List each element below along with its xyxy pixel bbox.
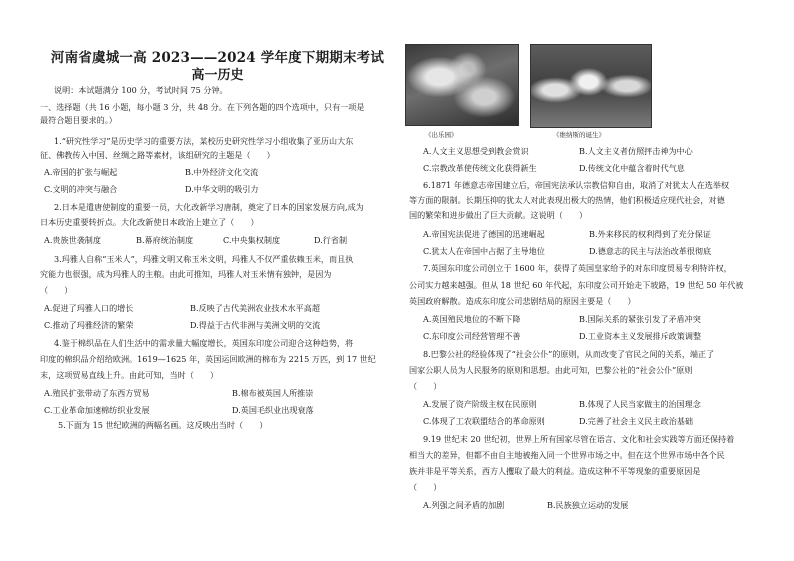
image-caption: 《维纳斯的诞生》 xyxy=(553,131,605,139)
question-stem: 8.巴黎公社的经验体现了“社会公仆”的原则，从而改变了官民之间的关系，端正了 xyxy=(423,349,715,359)
option-a[interactable]: A.列强之间矛盾的加剧 xyxy=(423,500,505,510)
option-b[interactable]: B.民族独立运动的发展 xyxy=(547,500,629,510)
option-d[interactable]: D.完善了社会主义民主政治基础 xyxy=(579,416,693,426)
option-a[interactable]: A.发展了资产阶级主权在民原则 xyxy=(423,399,537,409)
option-c[interactable]: C.中央集权制度 xyxy=(223,235,281,245)
question-stem: 3.玛雅人自称“玉米人”，玛雅文明又称玉米文明，玛雅人不仅严重依赖玉米，而且执 xyxy=(54,254,354,264)
question-stem: 国的繁荣和进步做出了巨大贡献。这说明（ ） xyxy=(409,210,588,220)
question-stem: 日本历史重要转折点。大化改新使日本政治上建立了（ ） xyxy=(40,217,259,227)
exam-note: 说明：本试题满分 100 分，考试时间 75 分钟。 xyxy=(54,85,228,95)
question-5-stem: 5.下面为 15 世纪欧洲的两幅名画。这反映出当时（ ） xyxy=(58,420,268,430)
option-c[interactable]: C.体现了工农联盟结合的革命原则 xyxy=(423,416,545,426)
image-caption: 《出乐园》 xyxy=(425,131,458,139)
question-stem: 征、佛教传入中国、丝绸之路等素材，该组研究的主题是（ ） xyxy=(40,150,275,160)
q5-images xyxy=(403,44,763,140)
question-stem: （ ） xyxy=(40,285,73,295)
question-stem: 相当大的差异，但都不由自主地被拖入同一个世界市场之中。但在这个世界市场中各个民 xyxy=(409,450,725,460)
question-stem: （ ） xyxy=(409,381,442,391)
option-c[interactable]: C.犹太人在帝国中占据了主导地位 xyxy=(423,246,545,256)
option-d[interactable]: D.行省制 xyxy=(314,235,348,245)
question-stem: 究能力也很强，成为玛雅人的主粮。由此可推知，玛雅人对玉米情有独钟，是因为 xyxy=(40,269,332,279)
option-a[interactable]: A.贵族世袭制度 xyxy=(44,235,101,245)
exam-title: 河南省虞城一高 2023——2024 学年度下期期末考试 xyxy=(50,50,385,66)
option-d[interactable]: D.得益于古代非洲与美洲文明的交流 xyxy=(190,320,321,330)
option-a[interactable]: A.英国殖民地位的不断下降 xyxy=(423,314,521,324)
question-stem: 印度的棉织品介绍给欧洲。1619—1625 年，英国运回欧洲的棉布为 2215 万匹，到 17 世纪 xyxy=(40,354,376,364)
question-stem: 等方面的限制。长期压抑的犹太人对此表现出极大的热情，他们积极适应现代社会，对德 xyxy=(409,195,725,205)
option-c[interactable]: C.宗教改革使传统文化获得新生 xyxy=(423,163,537,173)
section-heading-cont: 最符合题目要求的。） xyxy=(40,115,117,125)
question-stem: 9.19 世纪末 20 世纪初，世界上所有国家尽管在语言、文化和社会实践等方面还保持着 xyxy=(423,434,735,444)
option-d[interactable]: D.中华文明的吸引力 xyxy=(185,184,259,194)
question-stem: 2.日本是遣唐使制度的重要一员，大化改新学习唐制，奠定了日本的国家发展方向,成为 xyxy=(54,202,364,212)
option-a[interactable]: A.帝国宪法促进了德国的迅速崛起 xyxy=(423,229,545,239)
painting-image xyxy=(530,44,652,128)
option-b[interactable]: B.棉布被英国人所推崇 xyxy=(232,388,314,398)
question-stem: （ ） xyxy=(409,482,442,492)
option-b[interactable]: B.外来移民的权利得到了充分保证 xyxy=(589,229,711,239)
option-d[interactable]: D.传统文化中蕴含着时代气息 xyxy=(579,163,685,173)
option-a[interactable]: A.殖民扩张带动了东西方贸易 xyxy=(44,388,150,398)
question-stem: 1.“研究性学习”是历史学习的重要方法，某校历史研究性学习小组收集了亚历山大东 xyxy=(54,136,354,146)
option-c[interactable]: C.推动了玛雅经济的繁荣 xyxy=(44,320,134,330)
question-stem: 6.1871 年德意志帝国建立后，帝国宪法承认宗教信仰自由，取消了对犹太人在选举权 xyxy=(423,180,730,190)
option-c[interactable]: C.工业革命加速棉纺织业发展 xyxy=(44,405,150,415)
question-stem: 英国政府解散。造成东印度公司悲剧结局的原因主要是（ ） xyxy=(409,296,636,306)
option-a[interactable]: A.人文主义思想受到教会赏识 xyxy=(423,146,529,156)
option-a[interactable]: A.促进了玛雅人口的增长 xyxy=(44,303,134,313)
exam-subtitle: 高一历史 xyxy=(191,68,244,83)
question-stem: 末，这项贸易直线上升。由此可知，当时（ ） xyxy=(40,370,219,380)
painting-image xyxy=(405,44,519,126)
option-d[interactable]: D.英国毛织业出现衰落 xyxy=(232,405,314,415)
question-stem: 族并非是平等关系，西方人攫取了最大的利益。造成这种不平等现象的重要原因是 xyxy=(409,466,701,476)
option-c[interactable]: C.东印度公司经营管理不善 xyxy=(423,331,521,341)
option-b[interactable]: B.中外经济文化交流 xyxy=(185,167,259,177)
option-b[interactable]: B.体现了人民当家做主的治国理念 xyxy=(579,399,701,409)
option-c[interactable]: C.文明的冲突与融合 xyxy=(44,184,118,194)
option-a[interactable]: A.帝国的扩张与崛起 xyxy=(44,167,118,177)
option-b[interactable]: B.人文主义者仿照抨击神为中心 xyxy=(579,146,693,156)
option-b[interactable]: B.国际关系的紧张引发了矛盾冲突 xyxy=(579,314,701,324)
option-b[interactable]: B.幕府统治制度 xyxy=(136,235,194,245)
section-heading: 一、选择题（共 16 小题，每小题 3 分，共 48 分。在下列各题的四个选项中，只有一项是 xyxy=(40,102,365,112)
question-stem: 国家公职人员为人民服务的原则和思想。由此可知，巴黎公社的“社会公仆”原则 xyxy=(409,365,693,375)
question-stem: 7.英国东印度公司创立于 1600 年，获得了英国皇家给予的对东印度贸易专利特许权， xyxy=(423,263,732,273)
option-d[interactable]: D.工业资本主义发展排斥政策调整 xyxy=(579,331,702,341)
option-b[interactable]: B.反映了古代美洲农业技术水平高超 xyxy=(190,303,320,313)
question-stem: 公司实力越来越强。但从 18 世纪 60 年代起，东印度公司开始走下坡路，19 世纪 50 年代被 xyxy=(409,280,744,290)
option-d[interactable]: D.德意志的民主与法治改革很彻底 xyxy=(589,246,712,256)
question-stem: 4.鉴于棉织品在人们生活中的需求量大幅度增长，英国东印度公司迎合这种趋势，将 xyxy=(54,338,354,348)
